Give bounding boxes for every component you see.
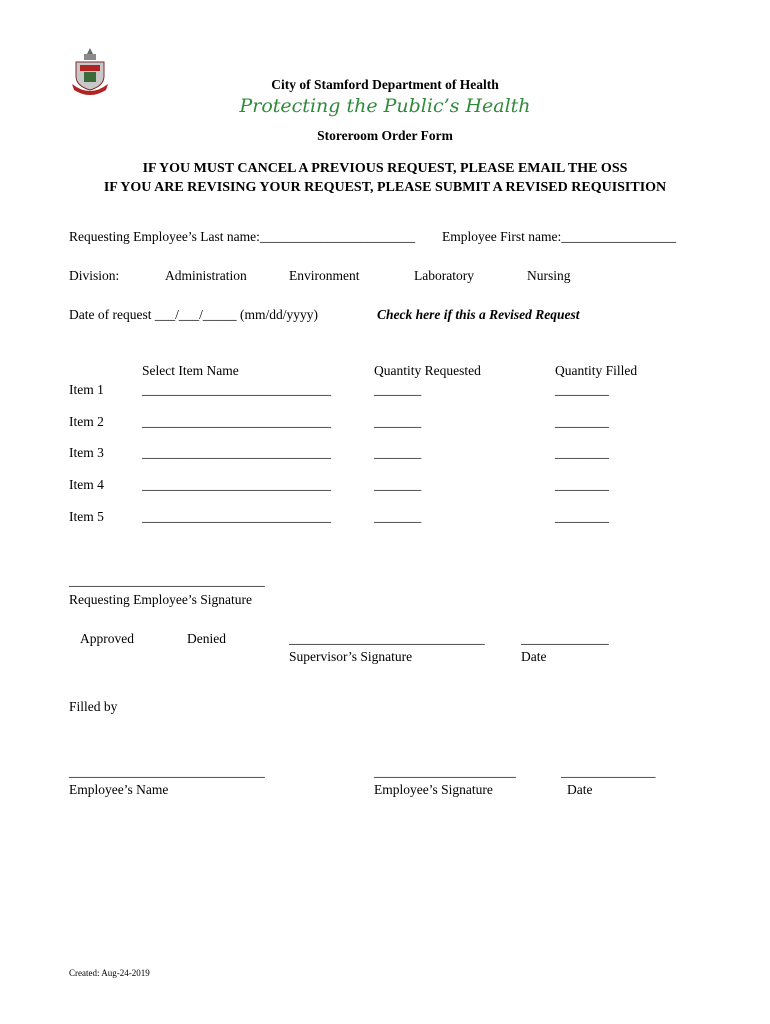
item-label: Item 3 — [69, 445, 104, 460]
item-name-field[interactable]: ____________________________ — [142, 445, 331, 460]
item-name-field[interactable]: ____________________________ — [142, 414, 331, 429]
item-qty-filled-field[interactable]: ________ — [555, 509, 609, 524]
item-name-field[interactable]: ____________________________ — [142, 477, 331, 492]
tagline: Protecting the Public’s Health — [239, 95, 531, 117]
requesting-employee-signature-label: Requesting Employee’s Signature — [69, 592, 252, 607]
item-qty-filled-field[interactable]: ________ — [555, 445, 609, 460]
item-qty-requested-field[interactable]: _______ — [374, 445, 422, 460]
created-date: Created: Aug-24-2019 — [69, 968, 150, 978]
item-qty-requested-field[interactable]: _______ — [374, 382, 422, 397]
last-name-field[interactable]: Requesting Employee’s Last name:_______________________ — [69, 229, 416, 244]
supervisor-signature-line[interactable]: _____________________________ — [289, 631, 485, 646]
first-name-field[interactable]: Employee First name:_________________ — [442, 229, 676, 244]
col-item-name: Select Item Name — [142, 363, 239, 378]
employee-name-line[interactable]: _____________________________ — [69, 764, 265, 779]
item-qty-requested-field[interactable]: _______ — [374, 477, 422, 492]
employee-date-label: Date — [567, 782, 593, 797]
col-quantity-requested: Quantity Requested — [374, 363, 481, 378]
division-environment[interactable]: Environment — [289, 268, 360, 283]
item-qty-filled-field[interactable]: ________ — [555, 477, 609, 492]
revised-request-checkbox[interactable]: Check here if this a Revised Request — [377, 307, 580, 322]
employee-date-line[interactable]: ______________ — [561, 764, 656, 779]
requesting-employee-signature-line[interactable]: _____________________________ — [69, 573, 265, 588]
item-qty-filled-field[interactable]: ________ — [555, 382, 609, 397]
item-label: Item 2 — [69, 414, 104, 429]
division-nursing[interactable]: Nursing — [527, 268, 571, 283]
item-qty-requested-field[interactable]: _______ — [374, 509, 422, 524]
supervisor-date-line[interactable]: _____________ — [521, 631, 609, 646]
item-name-field[interactable]: ____________________________ — [142, 509, 331, 524]
supervisor-date-label: Date — [521, 649, 547, 664]
item-qty-requested-field[interactable]: _______ — [374, 414, 422, 429]
col-quantity-filled: Quantity Filled — [555, 363, 638, 378]
form-title: Storeroom Order Form — [317, 128, 453, 143]
notice-cancel: IF YOU MUST CANCEL A PREVIOUS REQUEST, PLEASE EMAIL THE OSS — [142, 161, 628, 176]
notice-revise: IF YOU ARE REVISING YOUR REQUEST, PLEASE SUBMIT A REVISED REQUISITION — [103, 180, 667, 195]
item-label: Item 1 — [69, 382, 104, 397]
division-label: Division: — [69, 268, 120, 283]
division-laboratory[interactable]: Laboratory — [414, 268, 474, 283]
division-administration[interactable]: Administration — [165, 268, 247, 283]
item-qty-filled-field[interactable]: ________ — [555, 414, 609, 429]
date-of-request-field[interactable]: Date of request ___/___/_____ (mm/dd/yyyy) — [69, 307, 318, 322]
filled-by-label: Filled by — [69, 699, 118, 714]
approved-option[interactable]: Approved — [80, 631, 134, 646]
org-name: City of Stamford Department of Health — [271, 77, 499, 92]
employee-signature-line[interactable]: _____________________ — [374, 764, 516, 779]
item-label: Item 4 — [69, 477, 104, 492]
employee-signature-label: Employee’s Signature — [374, 782, 493, 797]
employee-name-label: Employee’s Name — [69, 782, 169, 797]
item-label: Item 5 — [69, 509, 104, 524]
item-name-field[interactable]: ____________________________ — [142, 382, 331, 397]
denied-option[interactable]: Denied — [187, 631, 226, 646]
supervisor-signature-label: Supervisor’s Signature — [289, 649, 413, 664]
